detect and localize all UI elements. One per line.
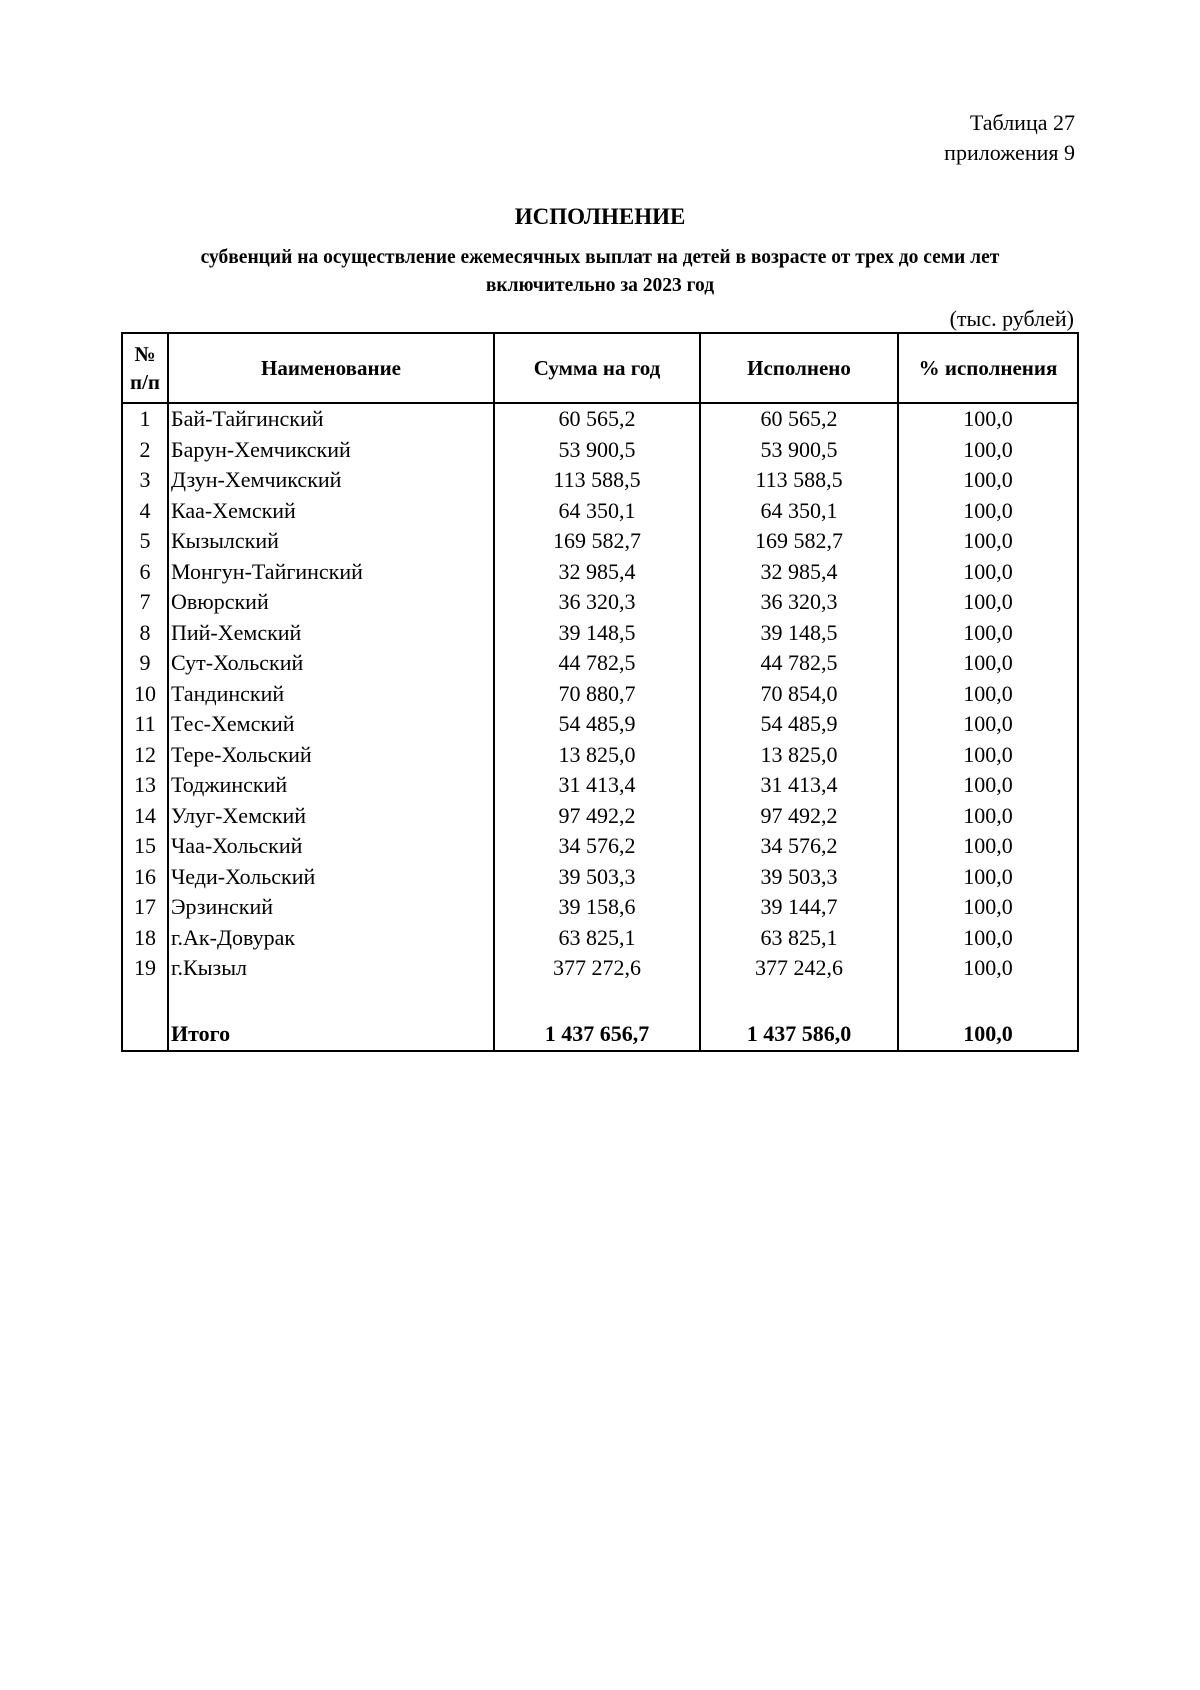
table-header-row	[122, 333, 1078, 403]
table-row	[122, 435, 1078, 466]
row-number: 10	[122, 679, 168, 710]
column-header-percent: % исполнения	[898, 333, 1078, 403]
row-number: 9	[122, 648, 168, 679]
row-executed: 39 148,5	[700, 618, 898, 649]
row-number: 11	[122, 709, 168, 740]
row-executed: 54 485,9	[700, 709, 898, 740]
row-percent: 100,0	[898, 801, 1078, 832]
row-number: 16	[122, 862, 168, 893]
row-percent: 100,0	[898, 923, 1078, 954]
row-name: Бай-Тайгинский	[168, 403, 494, 435]
total-executed: 1 437 586,0	[700, 1018, 898, 1051]
row-executed: 113 588,5	[700, 465, 898, 496]
subtitle-line-1: субвенций на осуществление ежемесячных выплат на детей в возрасте от трех до семи лет	[200, 247, 1000, 268]
row-annual: 377 272,6	[494, 953, 700, 984]
table-row	[122, 709, 1078, 740]
row-executed: 377 242,6	[700, 953, 898, 984]
row-name: Кызылский	[168, 526, 494, 557]
row-name: Улуг-Хемский	[168, 801, 494, 832]
row-name: Дзун-Хемчикский	[168, 465, 494, 496]
table-row	[122, 892, 1078, 923]
row-annual: 39 503,3	[494, 862, 700, 893]
row-name: Барун-Хемчикский	[168, 435, 494, 466]
row-number: 14	[122, 801, 168, 832]
row-executed: 53 900,5	[700, 435, 898, 466]
row-name: Чаа-Хольский	[168, 831, 494, 862]
row-annual: 39 148,5	[494, 618, 700, 649]
table-body	[122, 403, 1078, 984]
row-number: 3	[122, 465, 168, 496]
row-annual: 36 320,3	[494, 587, 700, 618]
row-annual: 113 588,5	[494, 465, 700, 496]
subtitle-line-2: включительно за 2023 год	[485, 275, 715, 296]
row-executed: 70 854,0	[700, 679, 898, 710]
row-executed: 39 503,3	[700, 862, 898, 893]
units-note: (тыс. рублей)	[949, 306, 1074, 331]
row-percent: 100,0	[898, 679, 1078, 710]
column-header-executed: Исполнено	[700, 333, 898, 403]
row-percent: 100,0	[898, 770, 1078, 801]
table-row	[122, 679, 1078, 710]
row-name: Чеди-Хольский	[168, 862, 494, 893]
row-executed: 63 825,1	[700, 923, 898, 954]
row-number: 7	[122, 587, 168, 618]
table-number: Таблица 27	[969, 110, 1075, 135]
total-number-cell	[122, 1018, 168, 1051]
row-number: 5	[122, 526, 168, 557]
row-annual: 169 582,7	[494, 526, 700, 557]
row-name: Эрзинский	[168, 892, 494, 923]
row-name: г.Ак-Довурак	[168, 923, 494, 954]
row-percent: 100,0	[898, 892, 1078, 923]
table-row	[122, 648, 1078, 679]
row-executed: 31 413,4	[700, 770, 898, 801]
row-executed: 169 582,7	[700, 526, 898, 557]
total-percent: 100,0	[898, 1018, 1078, 1051]
row-annual: 54 485,9	[494, 709, 700, 740]
table-row	[122, 862, 1078, 893]
row-annual: 31 413,4	[494, 770, 700, 801]
row-name: Сут-Хольский	[168, 648, 494, 679]
row-percent: 100,0	[898, 587, 1078, 618]
row-percent: 100,0	[898, 740, 1078, 771]
column-header-number: № п/п	[122, 333, 168, 403]
row-annual: 13 825,0	[494, 740, 700, 771]
row-executed: 44 782,5	[700, 648, 898, 679]
row-percent: 100,0	[898, 435, 1078, 466]
row-number: 1	[122, 403, 168, 435]
table-row	[122, 953, 1078, 984]
row-executed: 64 350,1	[700, 496, 898, 527]
row-executed: 13 825,0	[700, 740, 898, 771]
row-percent: 100,0	[898, 465, 1078, 496]
row-name: Тандинский	[168, 679, 494, 710]
row-number: 8	[122, 618, 168, 649]
row-annual: 64 350,1	[494, 496, 700, 527]
row-annual: 34 576,2	[494, 831, 700, 862]
row-name: Тере-Хольский	[168, 740, 494, 771]
row-number: 17	[122, 892, 168, 923]
column-header-annual: Сумма на год	[494, 333, 700, 403]
row-number: 4	[122, 496, 168, 527]
row-percent: 100,0	[898, 557, 1078, 588]
row-number: 6	[122, 557, 168, 588]
row-number: 13	[122, 770, 168, 801]
row-annual: 60 565,2	[494, 403, 700, 435]
table-row	[122, 831, 1078, 862]
row-percent: 100,0	[898, 709, 1078, 740]
row-annual: 97 492,2	[494, 801, 700, 832]
row-annual: 32 985,4	[494, 557, 700, 588]
row-name: Монгун-Тайгинский	[168, 557, 494, 588]
row-annual: 53 900,5	[494, 435, 700, 466]
total-annual: 1 437 656,7	[494, 1018, 700, 1051]
table-row	[122, 496, 1078, 527]
table-reference	[944, 108, 1075, 168]
row-executed: 97 492,2	[700, 801, 898, 832]
row-percent: 100,0	[898, 618, 1078, 649]
row-name: Пий-Хемский	[168, 618, 494, 649]
total-label: Итого	[168, 1018, 494, 1051]
row-number: 15	[122, 831, 168, 862]
row-executed: 36 320,3	[700, 587, 898, 618]
table-row	[122, 740, 1078, 771]
table-row	[122, 465, 1078, 496]
row-percent: 100,0	[898, 526, 1078, 557]
table-total-row	[122, 1018, 1078, 1051]
table-row	[122, 557, 1078, 588]
appendix-number: приложения 9	[944, 140, 1075, 165]
row-number: 19	[122, 953, 168, 984]
table-row	[122, 801, 1078, 832]
table-row	[122, 618, 1078, 649]
row-annual: 44 782,5	[494, 648, 700, 679]
table-row	[122, 770, 1078, 801]
document-subtitle	[120, 244, 1080, 300]
table-row	[122, 587, 1078, 618]
document-title: ИСПОЛНЕНИЕ	[514, 204, 686, 229]
row-percent: 100,0	[898, 496, 1078, 527]
row-percent: 100,0	[898, 648, 1078, 679]
row-name: Тоджинский	[168, 770, 494, 801]
table-row	[122, 923, 1078, 954]
table-row	[122, 526, 1078, 557]
row-annual: 70 880,7	[494, 679, 700, 710]
execution-table	[121, 332, 1079, 1052]
row-name: г.Кызыл	[168, 953, 494, 984]
row-executed: 34 576,2	[700, 831, 898, 862]
row-percent: 100,0	[898, 953, 1078, 984]
table-row	[122, 403, 1078, 435]
row-number: 12	[122, 740, 168, 771]
row-percent: 100,0	[898, 862, 1078, 893]
table-spacer-row	[122, 984, 1078, 1018]
row-annual: 63 825,1	[494, 923, 700, 954]
row-name: Тес-Хемский	[168, 709, 494, 740]
row-executed: 32 985,4	[700, 557, 898, 588]
row-number: 2	[122, 435, 168, 466]
row-percent: 100,0	[898, 831, 1078, 862]
row-executed: 39 144,7	[700, 892, 898, 923]
row-number: 18	[122, 923, 168, 954]
row-name: Овюрский	[168, 587, 494, 618]
row-executed: 60 565,2	[700, 403, 898, 435]
row-percent: 100,0	[898, 403, 1078, 435]
row-name: Каа-Хемский	[168, 496, 494, 527]
row-annual: 39 158,6	[494, 892, 700, 923]
column-header-name: Наименование	[168, 333, 494, 403]
